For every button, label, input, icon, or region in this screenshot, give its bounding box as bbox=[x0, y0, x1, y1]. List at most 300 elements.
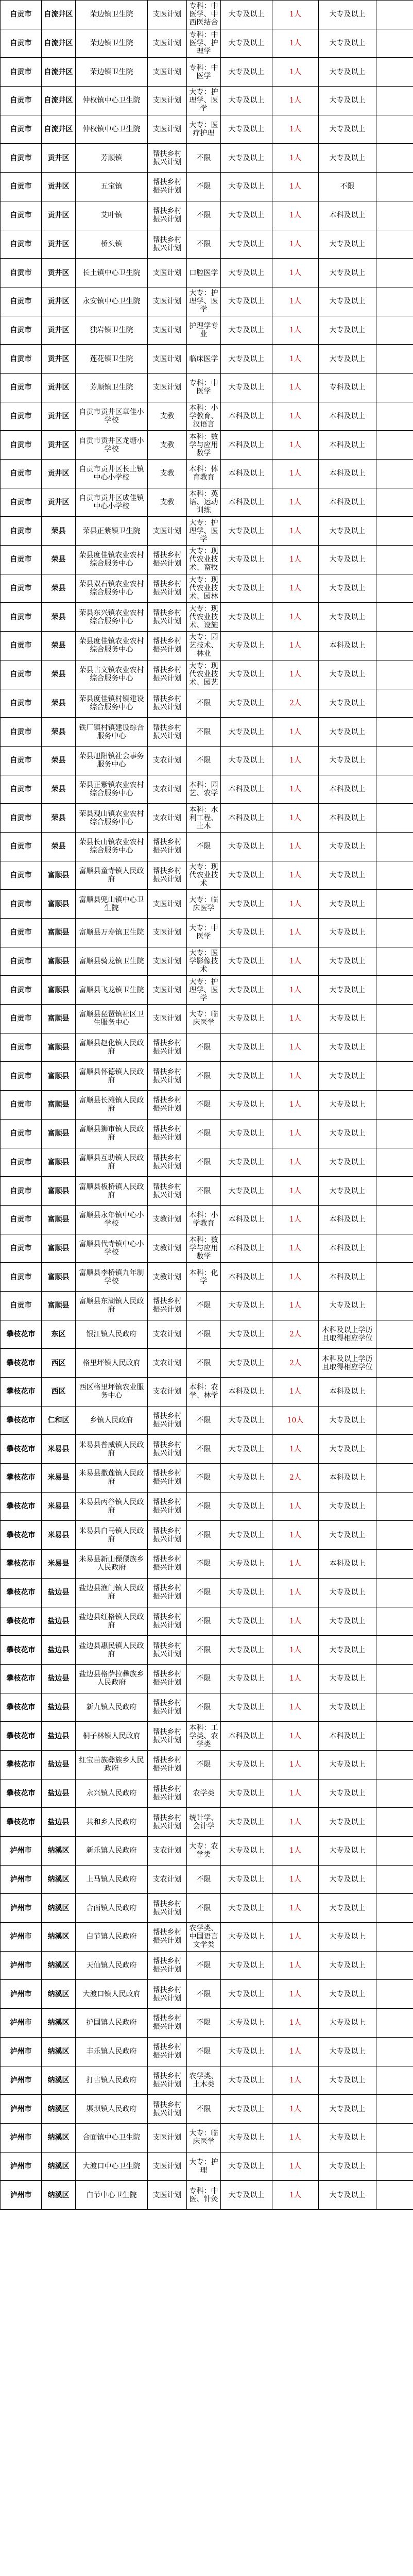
count-cell: 1人 bbox=[272, 775, 319, 804]
remark-cell: 大专及以上 bbox=[319, 660, 376, 689]
count-cell: 1人 bbox=[272, 1091, 319, 1119]
major-cell: 大专：现代农业技术、畜牧 bbox=[187, 546, 221, 574]
unit-cell: 荣县正紫镇农业农村综合服务中心 bbox=[76, 775, 148, 804]
category-cell: 支医计划 bbox=[148, 919, 187, 947]
count-cell: 2人 bbox=[272, 689, 319, 718]
count-cell: 1人 bbox=[272, 1062, 319, 1090]
city-cell: 自贡市 bbox=[1, 1091, 42, 1119]
remark-cell: 大专及以上 bbox=[319, 1808, 376, 1836]
count-cell: 1人 bbox=[272, 1493, 319, 1521]
district-cell: 盐边县 bbox=[42, 1607, 76, 1636]
blank-cell bbox=[376, 1120, 413, 1148]
table-row bbox=[1, 1406, 413, 1435]
district-cell: 贡井区 bbox=[42, 488, 76, 517]
city-cell: 攀枝花市 bbox=[1, 1493, 42, 1521]
remark-cell: 大专及以上 bbox=[319, 345, 376, 373]
table-row bbox=[1, 1952, 413, 1980]
table-row bbox=[1, 1292, 413, 1320]
table-row bbox=[1, 58, 413, 87]
blank-cell bbox=[376, 2124, 413, 2152]
remark-cell: 本科及以上 bbox=[319, 460, 376, 488]
district-cell: 贡井区 bbox=[42, 374, 76, 402]
unit-cell: 荣边镇卫生院 bbox=[76, 58, 148, 86]
count-cell: 1人 bbox=[272, 402, 319, 431]
remark-cell: 大专及以上 bbox=[319, 1493, 376, 1521]
unit-cell: 丰乐镇人民政府 bbox=[76, 2038, 148, 2066]
category-cell: 支农计划 bbox=[148, 747, 187, 775]
table-row bbox=[1, 1464, 413, 1493]
major-cell: 不限 bbox=[187, 1493, 221, 1521]
city-cell: 攀枝花市 bbox=[1, 1693, 42, 1722]
unit-cell: 荣县度佳镇农业农村综合服务中心 bbox=[76, 546, 148, 574]
city-cell: 自贡市 bbox=[1, 718, 42, 746]
education-cell: 本科及以上 bbox=[221, 775, 272, 804]
remark-cell: 本科及以上 bbox=[319, 1234, 376, 1263]
district-cell: 富顺县 bbox=[42, 890, 76, 918]
district-cell: 纳溪区 bbox=[42, 1866, 76, 1894]
count-cell: 1人 bbox=[272, 2066, 319, 2095]
unit-cell: 合面镇人民政府 bbox=[76, 1894, 148, 1922]
remark-cell: 本科及以上 bbox=[319, 632, 376, 660]
city-cell: 自贡市 bbox=[1, 919, 42, 947]
education-cell: 大专及以上 bbox=[221, 919, 272, 947]
category-cell: 支医计划 bbox=[148, 115, 187, 144]
category-cell: 帮扶乡村振兴计划 bbox=[148, 1923, 187, 1951]
district-cell: 纳溪区 bbox=[42, 2181, 76, 2209]
table-row bbox=[1, 833, 413, 861]
city-cell: 自贡市 bbox=[1, 1148, 42, 1177]
education-cell: 大专及以上 bbox=[221, 1665, 272, 1693]
table-row bbox=[1, 660, 413, 689]
district-cell: 富顺县 bbox=[42, 1263, 76, 1291]
count-cell: 2人 bbox=[272, 1349, 319, 1377]
remark-cell: 大专及以上 bbox=[319, 603, 376, 631]
city-cell: 自贡市 bbox=[1, 316, 42, 345]
district-cell: 纳溪区 bbox=[42, 2124, 76, 2152]
major-cell: 大专：临床医学 bbox=[187, 2124, 221, 2152]
table-row bbox=[1, 919, 413, 947]
category-cell: 帮扶乡村振兴计划 bbox=[148, 1952, 187, 1980]
unit-cell: 富顺县琵琶镇社区卫生服务中心 bbox=[76, 1005, 148, 1033]
category-cell: 支教 bbox=[148, 402, 187, 431]
unit-cell: 荣县度佳镇村镇建设综合服务中心 bbox=[76, 689, 148, 718]
category-cell: 帮扶乡村振兴计划 bbox=[148, 2009, 187, 2037]
district-cell: 贡井区 bbox=[42, 402, 76, 431]
blank-cell bbox=[376, 1, 413, 29]
unit-cell: 桐子林镇人民政府 bbox=[76, 1722, 148, 1750]
table-row bbox=[1, 488, 413, 517]
table-row bbox=[1, 1120, 413, 1148]
category-cell: 支医计划 bbox=[148, 345, 187, 373]
education-cell: 大专及以上 bbox=[221, 747, 272, 775]
remark-cell: 大专及以上 bbox=[319, 1062, 376, 1090]
category-cell: 帮扶乡村振兴计划 bbox=[148, 1521, 187, 1549]
remark-cell: 大专及以上 bbox=[319, 230, 376, 259]
blank-cell bbox=[376, 402, 413, 431]
category-cell: 支医计划 bbox=[148, 29, 187, 58]
city-cell: 自贡市 bbox=[1, 1177, 42, 1205]
major-cell: 大专：现代农业技术 bbox=[187, 861, 221, 890]
major-cell: 不限 bbox=[187, 2038, 221, 2066]
education-cell: 大专及以上 bbox=[221, 1751, 272, 1779]
district-cell: 贡井区 bbox=[42, 201, 76, 230]
table-row bbox=[1, 947, 413, 976]
remark-cell: 大专及以上 bbox=[319, 316, 376, 345]
remark-cell: 大专及以上 bbox=[319, 1435, 376, 1463]
unit-cell: 荣县古文镇农业农村综合服务中心 bbox=[76, 660, 148, 689]
count-cell: 1人 bbox=[272, 546, 319, 574]
category-cell: 支农计划 bbox=[148, 1349, 187, 1377]
count-cell: 1人 bbox=[272, 632, 319, 660]
education-cell: 大专及以上 bbox=[221, 230, 272, 259]
major-cell: 本科：小学教育 bbox=[187, 1206, 221, 1234]
table-row bbox=[1, 1665, 413, 1693]
remark-cell: 本科及以上 bbox=[319, 804, 376, 832]
table-row bbox=[1, 1435, 413, 1464]
blank-cell bbox=[376, 29, 413, 58]
category-cell: 支医计划 bbox=[148, 2153, 187, 2181]
table-row bbox=[1, 1320, 413, 1349]
city-cell: 自贡市 bbox=[1, 1263, 42, 1291]
unit-cell: 五宝镇 bbox=[76, 173, 148, 201]
major-cell: 不限 bbox=[187, 144, 221, 172]
city-cell: 泸州市 bbox=[1, 2181, 42, 2209]
unit-cell: 银江镇人民政府 bbox=[76, 1320, 148, 1349]
district-cell: 富顺县 bbox=[42, 1177, 76, 1205]
category-cell: 帮扶乡村振兴计划 bbox=[148, 1464, 187, 1492]
count-cell: 1人 bbox=[272, 1263, 319, 1291]
remark-cell: 大专及以上 bbox=[319, 976, 376, 1004]
unit-cell: 白节中心卫生院 bbox=[76, 2181, 148, 2209]
blank-cell bbox=[376, 1320, 413, 1349]
district-cell: 纳溪区 bbox=[42, 1894, 76, 1922]
city-cell: 攀枝花市 bbox=[1, 1464, 42, 1492]
count-cell: 1人 bbox=[272, 58, 319, 86]
district-cell: 荣县 bbox=[42, 603, 76, 631]
table-row bbox=[1, 1206, 413, 1234]
unit-cell: 富顺县长滩镇人民政府 bbox=[76, 1091, 148, 1119]
district-cell: 米易县 bbox=[42, 1521, 76, 1549]
major-cell: 不限 bbox=[187, 1579, 221, 1607]
major-cell: 不限 bbox=[187, 1980, 221, 2008]
blank-cell bbox=[376, 2153, 413, 2181]
unit-cell: 打古镇人民政府 bbox=[76, 2066, 148, 2095]
district-cell: 荣县 bbox=[42, 833, 76, 861]
city-cell: 自贡市 bbox=[1, 345, 42, 373]
city-cell: 泸州市 bbox=[1, 2124, 42, 2152]
category-cell: 支医计划 bbox=[148, 316, 187, 345]
remark-cell: 大专及以上 bbox=[319, 1091, 376, 1119]
district-cell: 富顺县 bbox=[42, 947, 76, 976]
count-cell: 1人 bbox=[272, 890, 319, 918]
city-cell: 自贡市 bbox=[1, 574, 42, 603]
education-cell: 大专及以上 bbox=[221, 1464, 272, 1492]
remark-cell: 大专及以上 bbox=[319, 2181, 376, 2209]
remark-cell: 大专及以上 bbox=[319, 2153, 376, 2181]
remark-cell: 本科及以上 bbox=[319, 402, 376, 431]
table-row bbox=[1, 2095, 413, 2124]
table-row bbox=[1, 1894, 413, 1923]
district-cell: 米易县 bbox=[42, 1493, 76, 1521]
education-cell: 大专及以上 bbox=[221, 1837, 272, 1865]
count-cell: 1人 bbox=[272, 1292, 319, 1320]
remark-cell: 大专及以上 bbox=[319, 1148, 376, 1177]
city-cell: 自贡市 bbox=[1, 804, 42, 832]
district-cell: 盐边县 bbox=[42, 1751, 76, 1779]
blank-cell bbox=[376, 488, 413, 517]
major-cell: 不限 bbox=[187, 1062, 221, 1090]
remark-cell: 大专及以上 bbox=[319, 115, 376, 144]
education-cell: 本科及以上 bbox=[221, 1263, 272, 1291]
remark-cell: 大专及以上 bbox=[319, 747, 376, 775]
count-cell: 10人 bbox=[272, 1406, 319, 1435]
blank-cell bbox=[376, 431, 413, 459]
district-cell: 富顺县 bbox=[42, 861, 76, 890]
count-cell: 2人 bbox=[272, 1320, 319, 1349]
district-cell: 盐边县 bbox=[42, 1808, 76, 1836]
district-cell: 荣县 bbox=[42, 747, 76, 775]
category-cell: 支医计划 bbox=[148, 58, 187, 86]
count-cell: 1人 bbox=[272, 431, 319, 459]
city-cell: 自贡市 bbox=[1, 460, 42, 488]
city-cell: 泸州市 bbox=[1, 1894, 42, 1922]
major-cell: 不限 bbox=[187, 2009, 221, 2037]
major-cell: 专科：中医学、护理学 bbox=[187, 29, 221, 58]
count-cell: 2人 bbox=[272, 1464, 319, 1492]
blank-cell bbox=[376, 890, 413, 918]
category-cell: 帮扶乡村振兴计划 bbox=[148, 230, 187, 259]
remark-cell: 本科及以上 bbox=[319, 1206, 376, 1234]
education-cell: 大专及以上 bbox=[221, 1952, 272, 1980]
remark-cell: 大专及以上 bbox=[319, 947, 376, 976]
education-cell: 大专及以上 bbox=[221, 603, 272, 631]
table-row bbox=[1, 316, 413, 345]
count-cell: 1人 bbox=[272, 1722, 319, 1750]
remark-cell: 大专及以上 bbox=[319, 861, 376, 890]
category-cell: 帮扶乡村振兴计划 bbox=[148, 1665, 187, 1693]
education-cell: 大专及以上 bbox=[221, 1923, 272, 1951]
blank-cell bbox=[376, 574, 413, 603]
unit-cell: 荣县双石镇农业农村综合服务中心 bbox=[76, 574, 148, 603]
table-row bbox=[1, 1693, 413, 1722]
district-cell: 西区 bbox=[42, 1378, 76, 1406]
unit-cell: 红宝苗族彝族乡人民政府 bbox=[76, 1751, 148, 1779]
district-cell: 贡井区 bbox=[42, 431, 76, 459]
blank-cell bbox=[376, 1062, 413, 1090]
district-cell: 富顺县 bbox=[42, 976, 76, 1004]
district-cell: 纳溪区 bbox=[42, 2009, 76, 2037]
education-cell: 大专及以上 bbox=[221, 1406, 272, 1435]
major-cell: 大专：中医学 bbox=[187, 919, 221, 947]
table-row bbox=[1, 718, 413, 747]
count-cell: 1人 bbox=[272, 1636, 319, 1664]
category-cell: 支医计划 bbox=[148, 1, 187, 29]
major-cell: 大专：医学影像技术 bbox=[187, 947, 221, 976]
category-cell: 帮扶乡村振兴计划 bbox=[148, 2095, 187, 2123]
remark-cell: 大专及以上 bbox=[319, 1406, 376, 1435]
blank-cell bbox=[376, 1808, 413, 1836]
district-cell: 纳溪区 bbox=[42, 2066, 76, 2095]
education-cell: 本科及以上 bbox=[221, 804, 272, 832]
table-row bbox=[1, 1837, 413, 1866]
education-cell: 大专及以上 bbox=[221, 689, 272, 718]
remark-cell: 大专及以上 bbox=[319, 1636, 376, 1664]
remark-cell: 本科及以上 bbox=[319, 431, 376, 459]
district-cell: 富顺县 bbox=[42, 1062, 76, 1090]
district-cell: 盐边县 bbox=[42, 1636, 76, 1664]
category-cell: 帮扶乡村振兴计划 bbox=[148, 1435, 187, 1463]
unit-cell: 富顺县互助镇人民政府 bbox=[76, 1148, 148, 1177]
count-cell: 1人 bbox=[272, 2038, 319, 2066]
unit-cell: 富顺县赵化镇人民政府 bbox=[76, 1033, 148, 1062]
city-cell: 自贡市 bbox=[1, 115, 42, 144]
major-cell: 大专：护理学、医学 bbox=[187, 976, 221, 1004]
blank-cell bbox=[376, 374, 413, 402]
major-cell: 大专：临床医学 bbox=[187, 890, 221, 918]
major-cell: 本科：化学 bbox=[187, 1263, 221, 1291]
remark-cell: 大专及以上 bbox=[319, 1177, 376, 1205]
blank-cell bbox=[376, 1751, 413, 1779]
category-cell: 支医计划 bbox=[148, 1005, 187, 1033]
count-cell: 1人 bbox=[272, 1005, 319, 1033]
count-cell: 1人 bbox=[272, 460, 319, 488]
category-cell: 帮扶乡村振兴计划 bbox=[148, 1980, 187, 2008]
city-cell: 自贡市 bbox=[1, 775, 42, 804]
city-cell: 自贡市 bbox=[1, 374, 42, 402]
district-cell: 贡井区 bbox=[42, 144, 76, 172]
table-row bbox=[1, 1033, 413, 1062]
unit-cell: 护国镇人民政府 bbox=[76, 2009, 148, 2037]
district-cell: 荣县 bbox=[42, 804, 76, 832]
count-cell: 1人 bbox=[272, 1148, 319, 1177]
count-cell: 1人 bbox=[272, 1894, 319, 1922]
blank-cell bbox=[376, 689, 413, 718]
city-cell: 攀枝花市 bbox=[1, 1320, 42, 1349]
count-cell: 1人 bbox=[272, 660, 319, 689]
count-cell: 1人 bbox=[272, 2124, 319, 2152]
count-cell: 1人 bbox=[272, 1837, 319, 1865]
blank-cell bbox=[376, 1521, 413, 1549]
district-cell: 富顺县 bbox=[42, 1120, 76, 1148]
education-cell: 大专及以上 bbox=[221, 517, 272, 545]
unit-cell: 自贡市贡井区龙塘小学校 bbox=[76, 431, 148, 459]
district-cell: 米易县 bbox=[42, 1435, 76, 1463]
table-row bbox=[1, 1550, 413, 1579]
major-cell: 专科：中医学 bbox=[187, 58, 221, 86]
unit-cell: 大渡口中心卫生院 bbox=[76, 2153, 148, 2181]
unit-cell: 富顺县板桥镇人民政府 bbox=[76, 1177, 148, 1205]
count-cell: 1人 bbox=[272, 574, 319, 603]
district-cell: 荣县 bbox=[42, 546, 76, 574]
unit-cell: 富顺县兜山镇中心卫生院 bbox=[76, 890, 148, 918]
remark-cell: 大专及以上 bbox=[319, 2009, 376, 2037]
city-cell: 自贡市 bbox=[1, 402, 42, 431]
major-cell: 农学类 bbox=[187, 1780, 221, 1808]
table-row bbox=[1, 1579, 413, 1607]
city-cell: 自贡市 bbox=[1, 603, 42, 631]
count-cell: 1人 bbox=[272, 144, 319, 172]
remark-cell: 大专及以上 bbox=[319, 1521, 376, 1549]
major-cell: 不限 bbox=[187, 747, 221, 775]
category-cell: 帮扶乡村振兴计划 bbox=[148, 1033, 187, 1062]
remark-cell: 大专及以上 bbox=[319, 29, 376, 58]
district-cell: 盐边县 bbox=[42, 1665, 76, 1693]
blank-cell bbox=[376, 1693, 413, 1722]
education-cell: 大专及以上 bbox=[221, 87, 272, 115]
remark-cell: 大专及以上 bbox=[319, 1033, 376, 1062]
remark-cell: 本科及以上 bbox=[319, 1722, 376, 1750]
education-cell: 本科及以上 bbox=[221, 1722, 272, 1750]
education-cell: 大专及以上 bbox=[221, 1435, 272, 1463]
category-cell: 帮扶乡村振兴计划 bbox=[148, 861, 187, 890]
remark-cell: 大专及以上 bbox=[319, 1005, 376, 1033]
city-cell: 攀枝花市 bbox=[1, 1607, 42, 1636]
blank-cell bbox=[376, 1349, 413, 1377]
remark-cell: 本科及以上 bbox=[319, 488, 376, 517]
city-cell: 泸州市 bbox=[1, 2038, 42, 2066]
district-cell: 自流井区 bbox=[42, 29, 76, 58]
major-cell: 不限 bbox=[187, 718, 221, 746]
unit-cell: 合面镇中心卫生院 bbox=[76, 2124, 148, 2152]
category-cell: 帮扶乡村振兴计划 bbox=[148, 144, 187, 172]
major-cell: 大专：护理学、医学 bbox=[187, 517, 221, 545]
major-cell: 不限 bbox=[187, 1406, 221, 1435]
category-cell: 帮扶乡村振兴计划 bbox=[148, 632, 187, 660]
education-cell: 大专及以上 bbox=[221, 2066, 272, 2095]
district-cell: 贡井区 bbox=[42, 345, 76, 373]
district-cell: 贡井区 bbox=[42, 287, 76, 316]
unit-cell: 艾叶镇 bbox=[76, 201, 148, 230]
count-cell: 1人 bbox=[272, 804, 319, 832]
education-cell: 大专及以上 bbox=[221, 345, 272, 373]
table-row bbox=[1, 1722, 413, 1751]
category-cell: 帮扶乡村振兴计划 bbox=[148, 546, 187, 574]
major-cell: 不限 bbox=[187, 201, 221, 230]
district-cell: 富顺县 bbox=[42, 1206, 76, 1234]
city-cell: 自贡市 bbox=[1, 517, 42, 545]
blank-cell bbox=[376, 2066, 413, 2095]
major-cell: 口腔医学 bbox=[187, 259, 221, 287]
blank-cell bbox=[376, 976, 413, 1004]
unit-cell: 白节镇人民政府 bbox=[76, 1923, 148, 1951]
table-row bbox=[1, 861, 413, 890]
education-cell: 大专及以上 bbox=[221, 2038, 272, 2066]
table-row bbox=[1, 2153, 413, 2181]
table-row bbox=[1, 1980, 413, 2009]
table-row bbox=[1, 546, 413, 574]
district-cell: 米易县 bbox=[42, 1464, 76, 1492]
count-cell: 1人 bbox=[272, 1521, 319, 1549]
table-row bbox=[1, 431, 413, 460]
district-cell: 纳溪区 bbox=[42, 1980, 76, 2008]
unit-cell: 永兴镇人民政府 bbox=[76, 1780, 148, 1808]
count-cell: 1人 bbox=[272, 173, 319, 201]
count-cell: 1人 bbox=[272, 1952, 319, 1980]
education-cell: 大专及以上 bbox=[221, 1320, 272, 1349]
unit-cell: 仲权镇中心卫生院 bbox=[76, 87, 148, 115]
city-cell: 自贡市 bbox=[1, 431, 42, 459]
major-cell: 本科：工学类、农学类 bbox=[187, 1722, 221, 1750]
city-cell: 自贡市 bbox=[1, 1292, 42, 1320]
major-cell: 不限 bbox=[187, 1550, 221, 1578]
unit-cell: 荣县长山镇农业农村综合服务中心 bbox=[76, 833, 148, 861]
count-cell: 1人 bbox=[272, 201, 319, 230]
table-row bbox=[1, 1148, 413, 1177]
city-cell: 自贡市 bbox=[1, 546, 42, 574]
blank-cell bbox=[376, 1837, 413, 1865]
category-cell: 支医计划 bbox=[148, 947, 187, 976]
district-cell: 自流井区 bbox=[42, 1, 76, 29]
